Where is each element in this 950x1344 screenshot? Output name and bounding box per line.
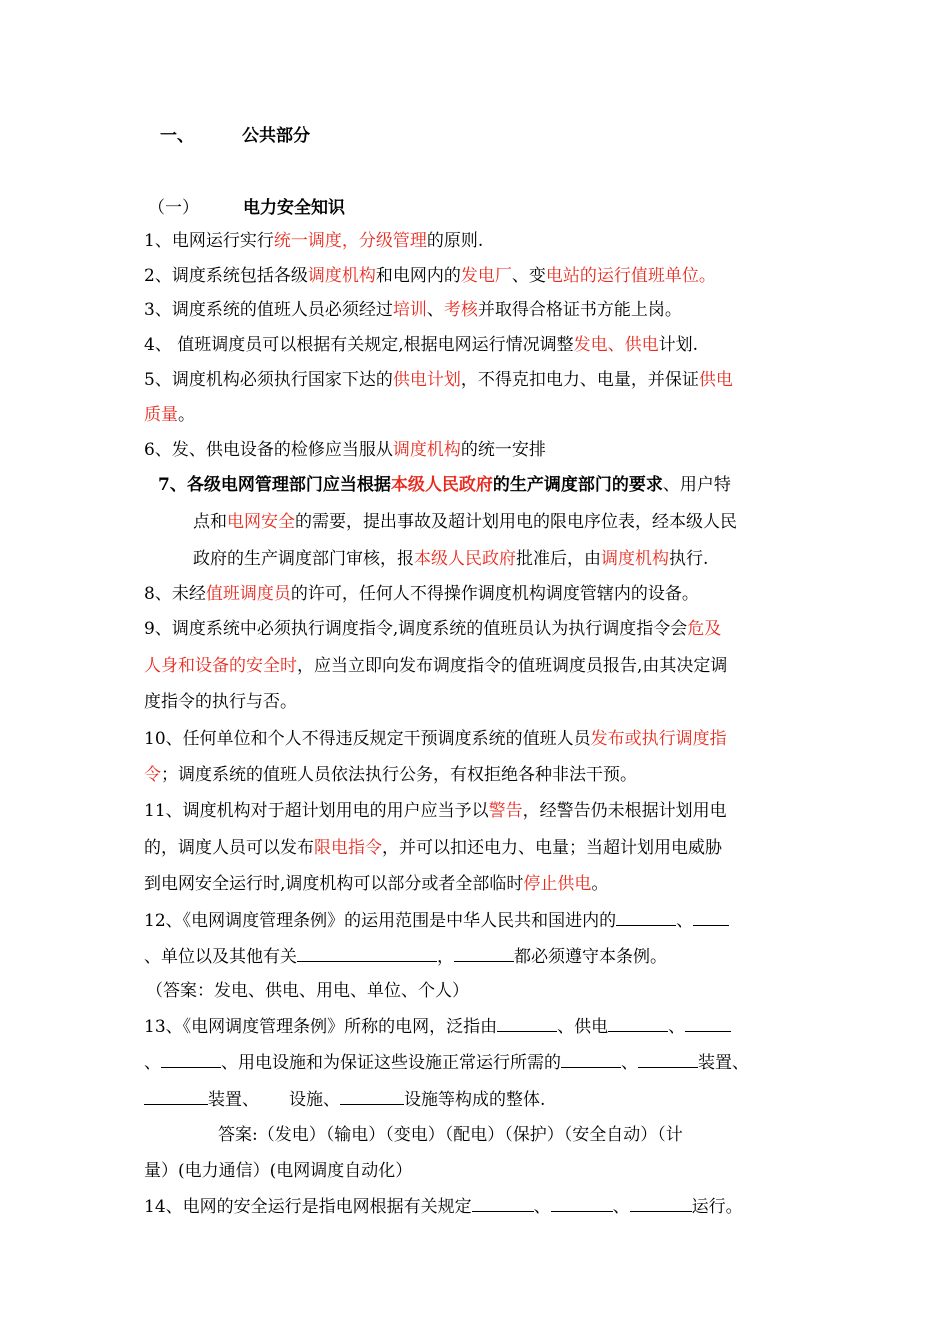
heading-title: 公共部分 <box>242 126 310 146</box>
q7-text-a: 7、各级电网管理部门应当根据 <box>158 475 391 495</box>
q4-answer: 发电、供电 <box>573 335 659 355</box>
question-7-line-1 <box>158 473 731 497</box>
q11-text-d: ，并可以扣还电力、电量；当超计划用电威胁 <box>382 838 722 858</box>
q7-text-h: 执行. <box>669 549 709 569</box>
q5-text-b: ，不得克扣电力、电量，并保证 <box>460 370 699 390</box>
q1-answer: 统一调度，分级管理 <box>273 231 427 251</box>
q13-text-a: 13、《电网调度管理条例》所称的电网，泛指由 <box>144 1017 498 1037</box>
q13-text-b: 、供电 <box>557 1017 609 1037</box>
q13-text-j: 设施等构成的整体. <box>404 1090 546 1110</box>
q14-text-d: 运行。 <box>691 1197 743 1217</box>
q13-text-h: 装置、 <box>208 1090 259 1110</box>
q13-blank-1[interactable] <box>497 1014 557 1032</box>
q13-blank-4[interactable] <box>161 1050 221 1068</box>
q11-text-e: 到电网安全运行时,调度机构可以部分或者全部临时 <box>144 874 524 894</box>
section-title: 电力安全知识 <box>243 198 345 218</box>
q10-text-a: 10、任何单位和个人不得违反规定干预调度系统的值班人员 <box>144 729 591 749</box>
section-number: （一） <box>148 198 199 218</box>
q12-text-d: ， <box>437 947 454 967</box>
question-9-line-1 <box>144 617 721 641</box>
q2-text-a: 2、调度系统包括各级 <box>144 266 308 286</box>
heading-number: 一、 <box>160 126 194 146</box>
q12-blank-2[interactable] <box>693 908 729 926</box>
q7-answer-4: 调度机构 <box>601 549 669 569</box>
q2-answer-1: 调度机构 <box>307 266 376 286</box>
q8-text-b: 的许可，任何人不得操作调度机构调度管辖内的设备。 <box>290 584 699 604</box>
q4-text-b: 计划. <box>658 335 699 355</box>
q5-text-a: 5、调度机构必须执行国家下达的 <box>144 370 393 390</box>
question-12-line-2 <box>144 944 667 968</box>
q13-text-g: 装置、 <box>698 1053 749 1073</box>
q11-answer-2: 限电指令 <box>314 838 382 858</box>
q3-answer-1: 培训 <box>392 300 427 320</box>
q10-text-b: ；调度系统的值班人员依法执行公务，有权拒绝各种非法干预。 <box>161 765 637 785</box>
q8-text-a: 8、未经 <box>144 584 206 604</box>
q2-answer-3: 电站的运行值班单位。 <box>545 266 716 286</box>
q4-text-a: 4、 值班调度员可以根据有关规定,根据电网运行情况调整 <box>144 335 574 355</box>
q7-answer-3: 本级人民政府 <box>414 549 516 569</box>
q12-blank-4[interactable] <box>454 944 514 962</box>
q7-answer-2: 电网安全 <box>227 512 295 532</box>
question-13-answer-line-2: 量）(电力通信）(电网调度自动化） <box>144 1161 413 1181</box>
q11-text-b: ，经警告仍未根据计划用电 <box>522 801 727 821</box>
q13-blank-5[interactable] <box>561 1050 621 1068</box>
q6-answer: 调度机构 <box>392 440 461 460</box>
q9-text-b: ，应当立即向发布调度指令的值班调度员报告,由其决定调 <box>297 656 728 676</box>
q14-text-b: 、 <box>533 1197 551 1217</box>
question-1 <box>144 229 483 253</box>
q12-blank-3[interactable] <box>297 944 437 962</box>
q13-text-i: 设施、 <box>289 1090 340 1110</box>
question-9-line-2 <box>144 654 727 678</box>
heading <box>160 124 310 148</box>
q13-text-d: 、 <box>144 1053 161 1073</box>
q3-answer-2: 考核 <box>443 300 478 320</box>
q12-blank-1[interactable] <box>616 908 676 926</box>
q13-blank-2[interactable] <box>608 1014 668 1032</box>
q5-text-c: 。 <box>178 405 195 425</box>
q3-text-c: 并取得合格证书方能上岗。 <box>477 300 682 320</box>
q9-answer-2: 人身和设备的安全时 <box>144 656 297 676</box>
question-13-answer-line-1: 答案:（发电）（输电）（变电）（配电）（保护）（安全自动）（计 <box>218 1125 683 1145</box>
question-13-line-3 <box>144 1087 545 1111</box>
q10-answer-2: 令 <box>144 765 161 785</box>
q14-text-a: 14、电网的安全运行是指电网根据有关规定 <box>144 1197 472 1217</box>
q13-text-f: 、 <box>621 1053 638 1073</box>
q12-text-e: 都必须遵守本条例。 <box>514 947 667 967</box>
question-5-line-1 <box>144 368 733 392</box>
q13-text-c: 、 <box>668 1017 686 1037</box>
question-7-line-3 <box>193 547 708 571</box>
q14-text-c: 、 <box>612 1197 630 1217</box>
q13-blank-6[interactable] <box>638 1050 698 1068</box>
q7-text-c: 、用户特 <box>662 475 731 495</box>
question-11-line-3 <box>144 872 608 896</box>
question-8 <box>144 582 699 606</box>
q13-blank-3[interactable] <box>685 1014 731 1032</box>
q7-text-b: 的生产调度部门的要求 <box>492 475 663 495</box>
question-12-line-1 <box>144 908 729 932</box>
q2-text-b: 和电网内的 <box>375 266 461 286</box>
q1-text-a: 1、电网运行实行 <box>144 231 274 251</box>
question-6 <box>144 438 546 462</box>
q7-text-g: 批准后，由 <box>516 549 601 569</box>
question-3 <box>144 298 682 322</box>
q9-answer-1: 危及 <box>687 619 722 639</box>
q10-answer-1: 发布或执行调度指 <box>590 729 727 749</box>
q2-answer-2: 发电厂 <box>460 266 512 286</box>
q12-text-b: 、 <box>676 911 694 931</box>
q12-text-a: 12、《电网调度管理条例》的运用范围是中华人民共和国进内的 <box>144 911 617 931</box>
q14-blank-1[interactable] <box>472 1194 534 1212</box>
q13-blank-7[interactable] <box>144 1087 208 1105</box>
q12-text-c: 、单位以及其他有关 <box>144 947 297 967</box>
question-13-line-2 <box>144 1050 749 1074</box>
q11-answer-3: 停止供电 <box>523 874 592 894</box>
question-9-line-3 <box>144 690 297 714</box>
q5-answer-2: 供电 <box>698 370 733 390</box>
section-heading <box>148 196 345 220</box>
question-12-answer: （答案：发电、供电、用电、单位、个人） <box>146 981 469 1001</box>
question-14 <box>144 1194 743 1218</box>
q11-text-c: 的，调度人员可以发布 <box>144 838 314 858</box>
q9-text-c: 度指令的执行与否。 <box>144 692 297 712</box>
q7-text-f: 政府的生产调度部门审核，报 <box>193 549 414 569</box>
q9-text-a: 9、调度系统中必须执行调度指令,调度系统的值班员认为执行调度指令会 <box>144 619 688 639</box>
q13-text-e: 、用电设施和为保证这些设施正常运行所需的 <box>221 1053 561 1073</box>
q3-text-a: 3、调度系统的值班人员必须经过 <box>144 300 393 320</box>
q13-blank-8[interactable] <box>340 1087 404 1105</box>
q3-text-b: 、 <box>426 300 444 320</box>
q8-answer: 值班调度员 <box>205 584 291 604</box>
question-11-line-2 <box>144 836 722 860</box>
q11-text-f: 。 <box>591 874 609 894</box>
q6-text-b: 的统一安排 <box>460 440 546 460</box>
q7-text-d: 点和 <box>193 512 227 532</box>
q11-answer-1: 警告 <box>488 801 523 821</box>
question-10-line-1 <box>144 727 727 751</box>
question-13-line-1 <box>144 1014 731 1038</box>
q14-blank-2[interactable] <box>551 1194 613 1212</box>
question-7-line-2 <box>193 510 737 534</box>
q14-blank-3[interactable] <box>630 1194 692 1212</box>
question-10-line-2 <box>144 763 637 787</box>
question-2 <box>144 264 716 288</box>
q5-answer-1: 供电计划 <box>392 370 461 390</box>
q11-text-a: 11、调度机构对于超计划用电的用户应当予以 <box>144 801 489 821</box>
q1-text-b: 的原则. <box>426 231 484 251</box>
q2-text-c: 、变 <box>511 266 546 286</box>
q5-answer-3: 质量 <box>144 405 178 425</box>
question-11-line-1 <box>144 799 727 823</box>
question-5-line-2 <box>144 403 195 427</box>
q7-answer-1: 本级人民政府 <box>390 475 493 495</box>
q6-text-a: 6、发、供电设备的检修应当服从 <box>144 440 393 460</box>
q7-text-e: 的需要，提出事故及超计划用电的限电序位表，经本级人民 <box>295 512 737 532</box>
question-4 <box>144 333 698 357</box>
